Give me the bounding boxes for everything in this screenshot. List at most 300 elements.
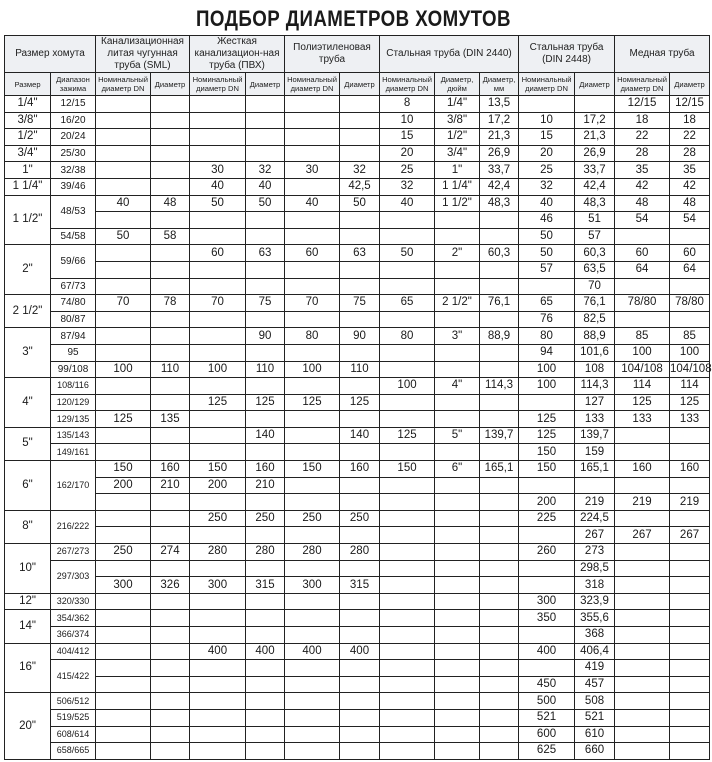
cell-pvc-d (246, 378, 285, 395)
cell-pvc-d: 250 (246, 510, 285, 527)
clamp-range-cell: 108/116 (51, 378, 96, 395)
cell-cu-dn: 28 (615, 145, 670, 162)
cell-sml-d (151, 278, 190, 295)
cell-s40-mm: 42,4 (480, 178, 519, 195)
cell-pe-d (340, 228, 380, 245)
cell-cu-d: 267 (670, 527, 710, 544)
cell-s48-d: 323,9 (575, 593, 615, 610)
cell-sml-dn: 300 (96, 577, 151, 594)
clamp-range-cell: 16/20 (51, 112, 96, 129)
cell-pvc-dn: 400 (190, 643, 246, 660)
cell-s48-dn (519, 278, 575, 295)
cell-s48-d: 48,3 (575, 195, 615, 212)
cell-pe-d (340, 477, 380, 494)
cell-cu-d (670, 577, 710, 594)
clamp-size-cell: 12" (5, 593, 51, 610)
cell-s48-d: 101,6 (575, 344, 615, 361)
cell-s48-d: 165,1 (575, 461, 615, 478)
cell-sml-dn (96, 344, 151, 361)
cell-sml-d: 110 (151, 361, 190, 378)
cell-sml-dn (96, 311, 151, 328)
cell-pe-d (340, 311, 380, 328)
cell-s40-dn (380, 477, 435, 494)
cell-cu-d (670, 477, 710, 494)
cell-sml-d (151, 212, 190, 229)
cell-pe-dn (285, 494, 340, 511)
clamp-range-cell: 320/330 (51, 593, 96, 610)
clamp-size-cell: 2" (5, 245, 51, 295)
sub-header-row (5, 73, 710, 96)
cell-pvc-dn (190, 278, 246, 295)
sub-header-pvc-diameter: Диаметр (246, 73, 285, 96)
cell-pe-d (340, 344, 380, 361)
cell-pe-d (340, 145, 380, 162)
group-header-polyethylene: Полиэтиленовая труба (285, 36, 380, 73)
sub-header-size: Размер (5, 73, 51, 96)
cell-pvc-d (246, 145, 285, 162)
cell-s40-mm (480, 494, 519, 511)
clamp-range-cell: 149/161 (51, 444, 96, 461)
cell-s40-mm (480, 660, 519, 677)
cell-pe-d: 75 (340, 295, 380, 312)
table-row (5, 676, 710, 693)
clamp-range-cell: 267/273 (51, 544, 96, 561)
cell-s48-d: 273 (575, 544, 615, 561)
cell-sml-d: 58 (151, 228, 190, 245)
cell-s40-dn (380, 212, 435, 229)
cell-pvc-d (246, 709, 285, 726)
cell-s40-dn: 65 (380, 295, 435, 312)
cell-pvc-dn: 280 (190, 544, 246, 561)
cell-s40-mm (480, 627, 519, 644)
cell-pe-dn: 30 (285, 162, 340, 179)
cell-s48-dn (519, 560, 575, 577)
cell-sml-dn (96, 328, 151, 345)
cell-s40-mm (480, 510, 519, 527)
cell-sml-dn (96, 709, 151, 726)
cell-s48-d: 368 (575, 627, 615, 644)
cell-pe-dn (285, 411, 340, 428)
cell-pvc-dn (190, 427, 246, 444)
cell-s40-in (435, 577, 480, 594)
cell-cu-dn: 35 (615, 162, 670, 179)
cell-s40-in: 1" (435, 162, 480, 179)
table-body (5, 96, 710, 760)
cell-s48-dn: 500 (519, 693, 575, 710)
cell-s40-dn (380, 494, 435, 511)
cell-cu-d: 133 (670, 411, 710, 428)
cell-sml-d: 274 (151, 544, 190, 561)
cell-s48-dn: 57 (519, 261, 575, 278)
cell-s40-in (435, 510, 480, 527)
clamp-size-cell: 1/4" (5, 96, 51, 113)
cell-cu-dn (615, 560, 670, 577)
sub-header-sml-diameter: Диаметр (151, 73, 190, 96)
cell-s40-in (435, 278, 480, 295)
cell-sml-dn: 200 (96, 477, 151, 494)
cell-pe-d: 125 (340, 394, 380, 411)
cell-s48-dn: 300 (519, 593, 575, 610)
cell-s40-in: 3/8" (435, 112, 480, 129)
cell-s40-mm: 48,3 (480, 195, 519, 212)
cell-s48-dn: 200 (519, 494, 575, 511)
cell-pvc-dn: 200 (190, 477, 246, 494)
cell-pe-d: 160 (340, 461, 380, 478)
clamp-size-cell: 1" (5, 162, 51, 179)
cell-sml-dn (96, 726, 151, 743)
clamp-range-cell: 658/665 (51, 743, 96, 760)
cell-cu-dn (615, 477, 670, 494)
cell-cu-d (670, 510, 710, 527)
cell-cu-d (670, 278, 710, 295)
cell-s40-dn (380, 660, 435, 677)
cell-cu-d (670, 676, 710, 693)
cell-s40-in (435, 709, 480, 726)
clamp-range-cell: 39/46 (51, 178, 96, 195)
cell-s40-dn (380, 444, 435, 461)
table-row (5, 394, 710, 411)
cell-s48-dn: 150 (519, 444, 575, 461)
clamp-range-cell: 354/362 (51, 610, 96, 627)
cell-s40-mm (480, 743, 519, 760)
cell-s48-d: 660 (575, 743, 615, 760)
clamp-range-cell: 59/66 (51, 245, 96, 278)
cell-pe-d (340, 278, 380, 295)
group-header-steel-din2448: Стальная труба (DIN 2448) (519, 36, 615, 73)
group-header-steel-din2440: Стальная труба (DIN 2440) (380, 36, 519, 73)
cell-cu-d: 54 (670, 212, 710, 229)
cell-pvc-d: 210 (246, 477, 285, 494)
cell-pvc-d (246, 494, 285, 511)
cell-cu-d: 114 (670, 378, 710, 395)
cell-s40-dn: 50 (380, 245, 435, 262)
cell-pvc-d (246, 627, 285, 644)
cell-pvc-dn (190, 709, 246, 726)
cell-sml-dn (96, 693, 151, 710)
cell-pe-dn (285, 444, 340, 461)
cell-s40-mm: 13,5 (480, 96, 519, 113)
cell-pe-dn: 150 (285, 461, 340, 478)
sub-header-pe-dn: Номинальный диаметр DN (285, 73, 340, 96)
table-row (5, 261, 710, 278)
cell-sml-d (151, 627, 190, 644)
clamp-size-cell: 3/4" (5, 145, 51, 162)
cell-s40-in (435, 743, 480, 760)
clamp-size-cell: 5" (5, 427, 51, 460)
cell-cu-d (670, 693, 710, 710)
cell-pe-d (340, 660, 380, 677)
cell-s40-mm (480, 560, 519, 577)
cell-s40-mm: 17,2 (480, 112, 519, 129)
cell-pe-d (340, 129, 380, 146)
cell-pe-d: 90 (340, 328, 380, 345)
group-header-copper: Медная труба (615, 36, 710, 73)
table-row (5, 112, 710, 129)
cell-sml-dn (96, 527, 151, 544)
cell-s40-in (435, 693, 480, 710)
cell-sml-dn: 125 (96, 411, 151, 428)
cell-sml-dn (96, 427, 151, 444)
cell-pe-d: 250 (340, 510, 380, 527)
cell-s40-mm (480, 444, 519, 461)
cell-pvc-dn (190, 311, 246, 328)
clamp-range-cell: 95 (51, 344, 96, 361)
cell-s40-dn (380, 361, 435, 378)
clamp-range-cell: 135/143 (51, 427, 96, 444)
cell-s40-mm (480, 361, 519, 378)
cell-pvc-d (246, 676, 285, 693)
cell-s40-dn (380, 228, 435, 245)
cell-sml-d (151, 394, 190, 411)
cell-pvc-d (246, 96, 285, 113)
table-row (5, 178, 710, 195)
cell-s48-dn: 260 (519, 544, 575, 561)
cell-s40-in (435, 660, 480, 677)
cell-sml-dn (96, 560, 151, 577)
cell-s48-dn: 600 (519, 726, 575, 743)
cell-cu-dn: 54 (615, 212, 670, 229)
cell-s40-mm: 139,7 (480, 427, 519, 444)
cell-s40-mm (480, 610, 519, 627)
cell-s40-mm (480, 527, 519, 544)
clamp-range-cell: 216/222 (51, 510, 96, 543)
cell-sml-d (151, 494, 190, 511)
cell-pe-d: 140 (340, 427, 380, 444)
cell-cu-d: 219 (670, 494, 710, 511)
cell-pe-dn: 280 (285, 544, 340, 561)
cell-s48-d: 42,4 (575, 178, 615, 195)
cell-s48-dn (519, 394, 575, 411)
cell-s40-in (435, 311, 480, 328)
cell-s40-in (435, 477, 480, 494)
cell-sml-d (151, 129, 190, 146)
table-row (5, 411, 710, 428)
cell-s48-dn: 100 (519, 378, 575, 395)
cell-cu-dn: 64 (615, 261, 670, 278)
cell-s48-d: 114,3 (575, 378, 615, 395)
cell-sml-d: 135 (151, 411, 190, 428)
clamp-range-cell: 404/412 (51, 643, 96, 660)
cell-sml-d (151, 743, 190, 760)
cell-sml-d (151, 444, 190, 461)
cell-pvc-d: 125 (246, 394, 285, 411)
cell-s40-dn: 15 (380, 129, 435, 146)
cell-s48-dn: 76 (519, 311, 575, 328)
cell-s40-mm: 21,3 (480, 129, 519, 146)
cell-pe-dn (285, 344, 340, 361)
cell-cu-d (670, 610, 710, 627)
cell-pvc-dn (190, 660, 246, 677)
cell-pvc-dn (190, 411, 246, 428)
cell-pe-d (340, 627, 380, 644)
cell-s40-dn (380, 560, 435, 577)
clamp-size-cell: 20" (5, 693, 51, 759)
table-row (5, 693, 710, 710)
cell-pvc-dn (190, 228, 246, 245)
cell-s40-in: 2" (435, 245, 480, 262)
table-row (5, 145, 710, 162)
cell-pe-d (340, 743, 380, 760)
cell-s48-d: 406,4 (575, 643, 615, 660)
cell-sml-d (151, 527, 190, 544)
cell-cu-dn (615, 427, 670, 444)
cell-s40-in: 3/4" (435, 145, 480, 162)
clamp-size-cell: 14" (5, 610, 51, 643)
cell-pvc-d: 280 (246, 544, 285, 561)
cell-s40-in: 1 1/4" (435, 178, 480, 195)
cell-s40-in (435, 261, 480, 278)
cell-s48-dn (519, 627, 575, 644)
cell-s48-d: 70 (575, 278, 615, 295)
cell-pe-dn: 250 (285, 510, 340, 527)
cell-s40-dn: 10 (380, 112, 435, 129)
table-row (5, 527, 710, 544)
cell-s48-dn: 350 (519, 610, 575, 627)
cell-s40-in (435, 643, 480, 660)
cell-cu-dn (615, 660, 670, 677)
cell-pvc-d: 32 (246, 162, 285, 179)
cell-sml-d (151, 510, 190, 527)
cell-pe-d (340, 693, 380, 710)
cell-pe-dn: 400 (285, 643, 340, 660)
cell-pvc-d (246, 311, 285, 328)
cell-s40-mm (480, 593, 519, 610)
cell-cu-dn: 160 (615, 461, 670, 478)
cell-cu-dn (615, 228, 670, 245)
cell-s40-dn: 32 (380, 178, 435, 195)
table-row (5, 245, 710, 262)
table-row (5, 593, 710, 610)
cell-pe-dn (285, 527, 340, 544)
cell-s40-mm (480, 228, 519, 245)
cell-s40-mm (480, 261, 519, 278)
cell-sml-d (151, 427, 190, 444)
cell-sml-d (151, 162, 190, 179)
cell-cu-d: 100 (670, 344, 710, 361)
cell-cu-d (670, 427, 710, 444)
cell-pe-dn (285, 145, 340, 162)
cell-sml-dn (96, 510, 151, 527)
cell-cu-dn: 42 (615, 178, 670, 195)
cell-cu-d: 160 (670, 461, 710, 478)
cell-pvc-d (246, 261, 285, 278)
cell-pvc-dn (190, 212, 246, 229)
clamp-range-cell: 74/80 (51, 295, 96, 312)
cell-s48-dn: 400 (519, 643, 575, 660)
cell-cu-dn (615, 593, 670, 610)
cell-s40-dn (380, 261, 435, 278)
cell-s40-in (435, 212, 480, 229)
cell-pe-dn (285, 676, 340, 693)
cell-pvc-dn (190, 344, 246, 361)
cell-pe-d (340, 560, 380, 577)
cell-sml-d (151, 560, 190, 577)
cell-pvc-d (246, 693, 285, 710)
table-row (5, 212, 710, 229)
cell-s40-dn (380, 344, 435, 361)
cell-cu-d: 48 (670, 195, 710, 212)
cell-cu-dn (615, 627, 670, 644)
cell-pvc-d: 110 (246, 361, 285, 378)
sub-header-din2440-mm: Диаметр, мм (480, 73, 519, 96)
cell-sml-d (151, 112, 190, 129)
cell-pvc-dn (190, 560, 246, 577)
group-header-clamp-size: Размер хомута (5, 36, 96, 73)
cell-sml-dn (96, 261, 151, 278)
clamp-range-cell: 80/87 (51, 311, 96, 328)
cell-pvc-dn (190, 693, 246, 710)
cell-sml-dn (96, 278, 151, 295)
cell-s40-in: 1 1/2" (435, 195, 480, 212)
cell-pe-dn: 100 (285, 361, 340, 378)
cell-cu-d (670, 311, 710, 328)
cell-s48-d: 355,6 (575, 610, 615, 627)
cell-s40-mm (480, 411, 519, 428)
cell-cu-dn: 78/80 (615, 295, 670, 312)
cell-s40-mm: 114,3 (480, 378, 519, 395)
clamp-range-cell: 12/15 (51, 96, 96, 113)
cell-s40-dn (380, 676, 435, 693)
group-header-row (5, 36, 710, 73)
cell-pe-d (340, 709, 380, 726)
cell-s40-mm (480, 394, 519, 411)
cell-s40-dn (380, 627, 435, 644)
cell-pvc-d (246, 743, 285, 760)
cell-s48-d: 108 (575, 361, 615, 378)
cell-s48-d: 139,7 (575, 427, 615, 444)
cell-s48-dn: 625 (519, 743, 575, 760)
cell-pe-dn (285, 178, 340, 195)
clamp-range-cell: 608/614 (51, 726, 96, 743)
cell-sml-dn (96, 593, 151, 610)
table-row (5, 709, 710, 726)
cell-pvc-d: 40 (246, 178, 285, 195)
cell-s40-in (435, 610, 480, 627)
cell-pvc-d: 400 (246, 643, 285, 660)
cell-s40-dn (380, 693, 435, 710)
cell-sml-dn (96, 112, 151, 129)
cell-sml-dn (96, 178, 151, 195)
cell-cu-d: 64 (670, 261, 710, 278)
cell-s48-dn: 94 (519, 344, 575, 361)
clamp-size-cell: 8" (5, 510, 51, 543)
cell-s40-dn (380, 577, 435, 594)
cell-sml-dn (96, 627, 151, 644)
cell-s48-d: 21,3 (575, 129, 615, 146)
cell-cu-dn: 85 (615, 328, 670, 345)
cell-sml-dn (96, 610, 151, 627)
sub-header-din2440-inch: Диаметр, дюйм (435, 73, 480, 96)
cell-pvc-d (246, 212, 285, 229)
cell-cu-dn (615, 709, 670, 726)
cell-s48-d: 60,3 (575, 245, 615, 262)
clamp-range-cell: 297/303 (51, 560, 96, 593)
cell-s48-dn: 150 (519, 461, 575, 478)
cell-sml-d (151, 378, 190, 395)
cell-pvc-dn (190, 328, 246, 345)
cell-pe-d (340, 444, 380, 461)
cell-cu-dn: 48 (615, 195, 670, 212)
cell-pe-dn (285, 477, 340, 494)
cell-cu-d (670, 627, 710, 644)
cell-cu-dn (615, 510, 670, 527)
cell-s48-d: 76,1 (575, 295, 615, 312)
cell-pe-dn (285, 743, 340, 760)
cell-s48-dn: 50 (519, 245, 575, 262)
cell-pe-d (340, 112, 380, 129)
cell-pe-dn (285, 709, 340, 726)
clamp-range-cell: 54/58 (51, 228, 96, 245)
